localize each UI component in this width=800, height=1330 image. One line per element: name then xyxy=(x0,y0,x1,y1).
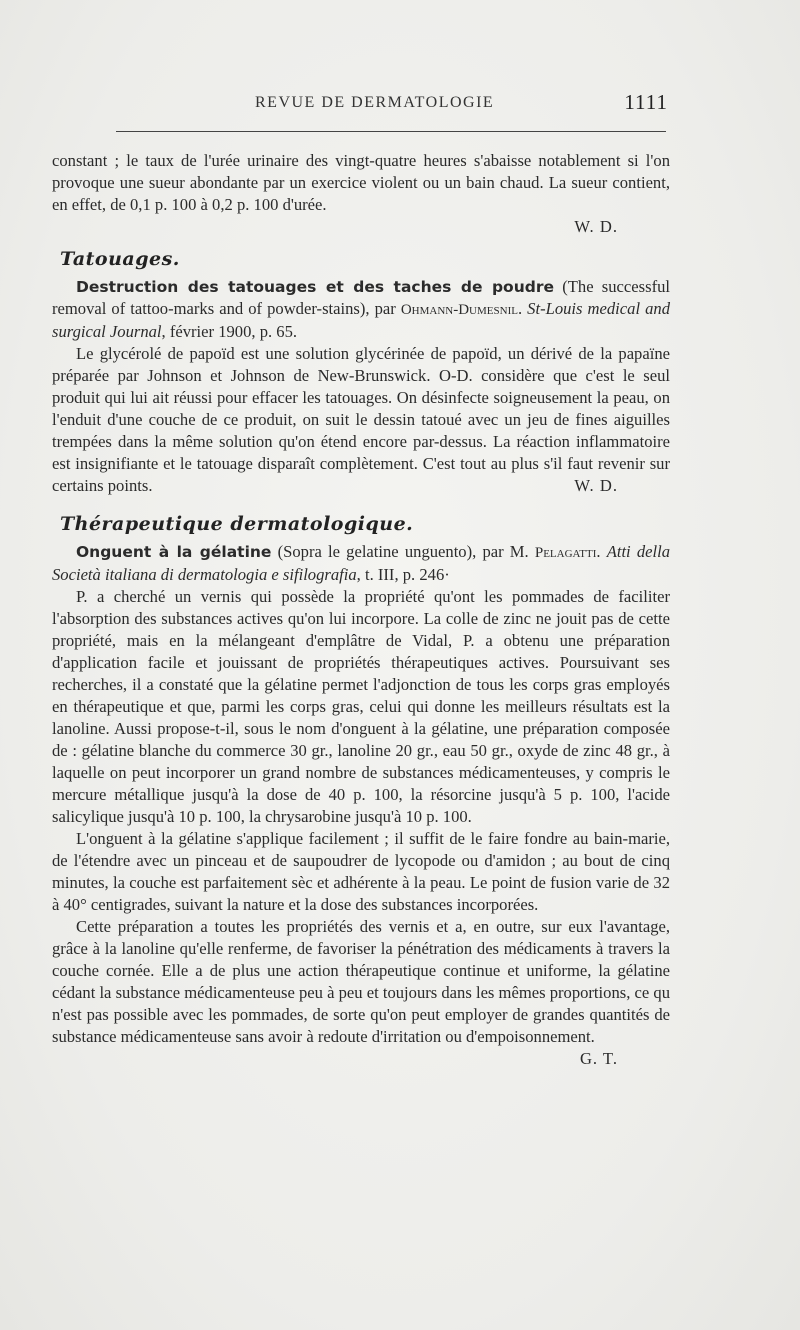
running-title: REVUE DE DERMATOLOGIE xyxy=(255,94,495,111)
journal-1: St-Louis medical and surgical Journal xyxy=(52,299,671,341)
author-1: Ohmann-Dumesnil xyxy=(400,302,518,318)
page-body xyxy=(52,150,670,1070)
intro-text: constant ; le taux de l'urée urinaire des vingt-quatre heures s'abaisse notablement si l'on provoque une sueur abondante par un exercice violent ou un bain chaud. La sueur contient, en effet, de 0,1 p. 100 à 0,2 p. 100 d'urée. xyxy=(52,151,670,214)
intro-paragraph xyxy=(52,150,670,216)
citation-post-1: , février 1900, p. 65. xyxy=(161,322,298,341)
section-heading-therapeutique: Thérapeutique dermatologique. xyxy=(60,513,414,535)
page-header xyxy=(60,92,670,122)
author-2: Pelagatti xyxy=(534,545,597,561)
citation-sep-2: . xyxy=(596,542,607,561)
body-paragraph-2: L'onguent à la gélatine s'applique facilement ; il suffit de le faire fondre au bain-marie, de l'étendre avec un pinceau et de saupoudrer de lycopode ou d'amidon ; au bout de cinq minutes, la couche est parfaitement sèc et adhérente à la peau. Le point de fusion varie de 32 à 40° centigrades, suivant la nature et la dose des substances incorporées. xyxy=(52,829,670,914)
citation-sep-1: . xyxy=(517,299,528,318)
header-rule xyxy=(116,131,666,132)
body-text-tatouages: Le glycérolé de papoïd est une solution glycérinée de papoïd, un dérivé de la papaïne préparée par Johnson et Johnson de New-Brunswick. O-D. considère que c'est le seul produit qui lui ait réussi pour effacer les tatouages. On désinfecte soigneusement la peau, on l'enduit d'une couche de ce produit, on suit le dessin tatoué avec un jeu de fines aiguilles trempées dans la même solution qu'on étend encore par-dessus. La réaction inflammatoire est insignifiante et le tatouage disparaît complètement. C'est tout au plus s'il faut revenir sur certains points. xyxy=(52,344,670,495)
article-citation-tatouages xyxy=(52,276,670,343)
article-title-tatouages: Destruction des tatouages et des taches de poudre xyxy=(76,278,554,296)
intro-signature: W. D. xyxy=(574,217,618,236)
body-paragraph-1: P. a cherché un vernis qui possède la propriété qu'ont les pommades de faciliter l'absorption des substances actives qu'on lui incorpore. La colle de zinc ne jouit pas de cette propriété, mais en la mélangeant d'emplâtre de Vidal, P. a obtenu une préparation d'application facile et jouissant de propriétés thérapeutiques actives. Poursuivant ses recherches, il a constaté que la gélatine permet l'adjonction de tous les corps gras employés en thérapeutique et que, parmi les corps gras, celui qui donne les meilleurs résultats est la lanoline. Aussi propose-t-il, sous le nom d'onguent à la gélatine, une préparation composée de : gélatine blanche du commerce 30 gr., lanoline 20 gr., eau 50 gr., oxyde de zinc 48 gr., à laquelle on peut incorporer un grand nombre de substances médicamenteuses, y compris le mercure métallique jusqu'à la dose de 40 p. 100, la résorcine jusqu'à 5 p. 100, l'acide salicylique jusqu'à 10 p. 100, la chrysarobine jusqu'à 10 p. 100. xyxy=(52,587,670,826)
citation-pre-1: (The successful removal of tattoo-marks and of powder-stains), par xyxy=(52,277,670,318)
citation-post-2: , t. III, p. 246· xyxy=(356,565,450,584)
signature-tatouages: W. D. xyxy=(574,476,618,495)
body-paragraph-tatouages xyxy=(52,343,670,497)
signature-therapeutique: G. T. xyxy=(579,1049,618,1068)
article-citation-therapeutique xyxy=(52,541,670,586)
journal-2: Atti della Società italiana di dermatologia e sifilografia xyxy=(52,542,671,584)
citation-pre-2: (Sopra le gelatine unguento), par M. xyxy=(271,542,535,561)
body-paragraph-3 xyxy=(52,916,670,1068)
body-text-3: Cette préparation a toutes les propriétés des vernis et a, en outre, sur eux l'avantage, grâce à la lanoline qu'elle renferme, de favoriser la pénétration des médicaments à travers la couche cornée. Elle a de plus une action thérapeutique continue et uniforme, la gélatine cédant la substance médicamenteuse peu à peu et toujours dans les mêmes proportions, ce qu n'est pas possible avec les pommades, de sorte qu'on peut employer de grandes quantités de substance médicamenteuse sans avoir à redoute d'irritation ou d'empoisonnement. xyxy=(52,917,670,1046)
section-heading-tatouages: Tatouages. xyxy=(60,248,180,270)
page-number: 1111 xyxy=(624,90,668,114)
article-title-therapeutique: Onguent à la gélatine xyxy=(76,543,272,561)
